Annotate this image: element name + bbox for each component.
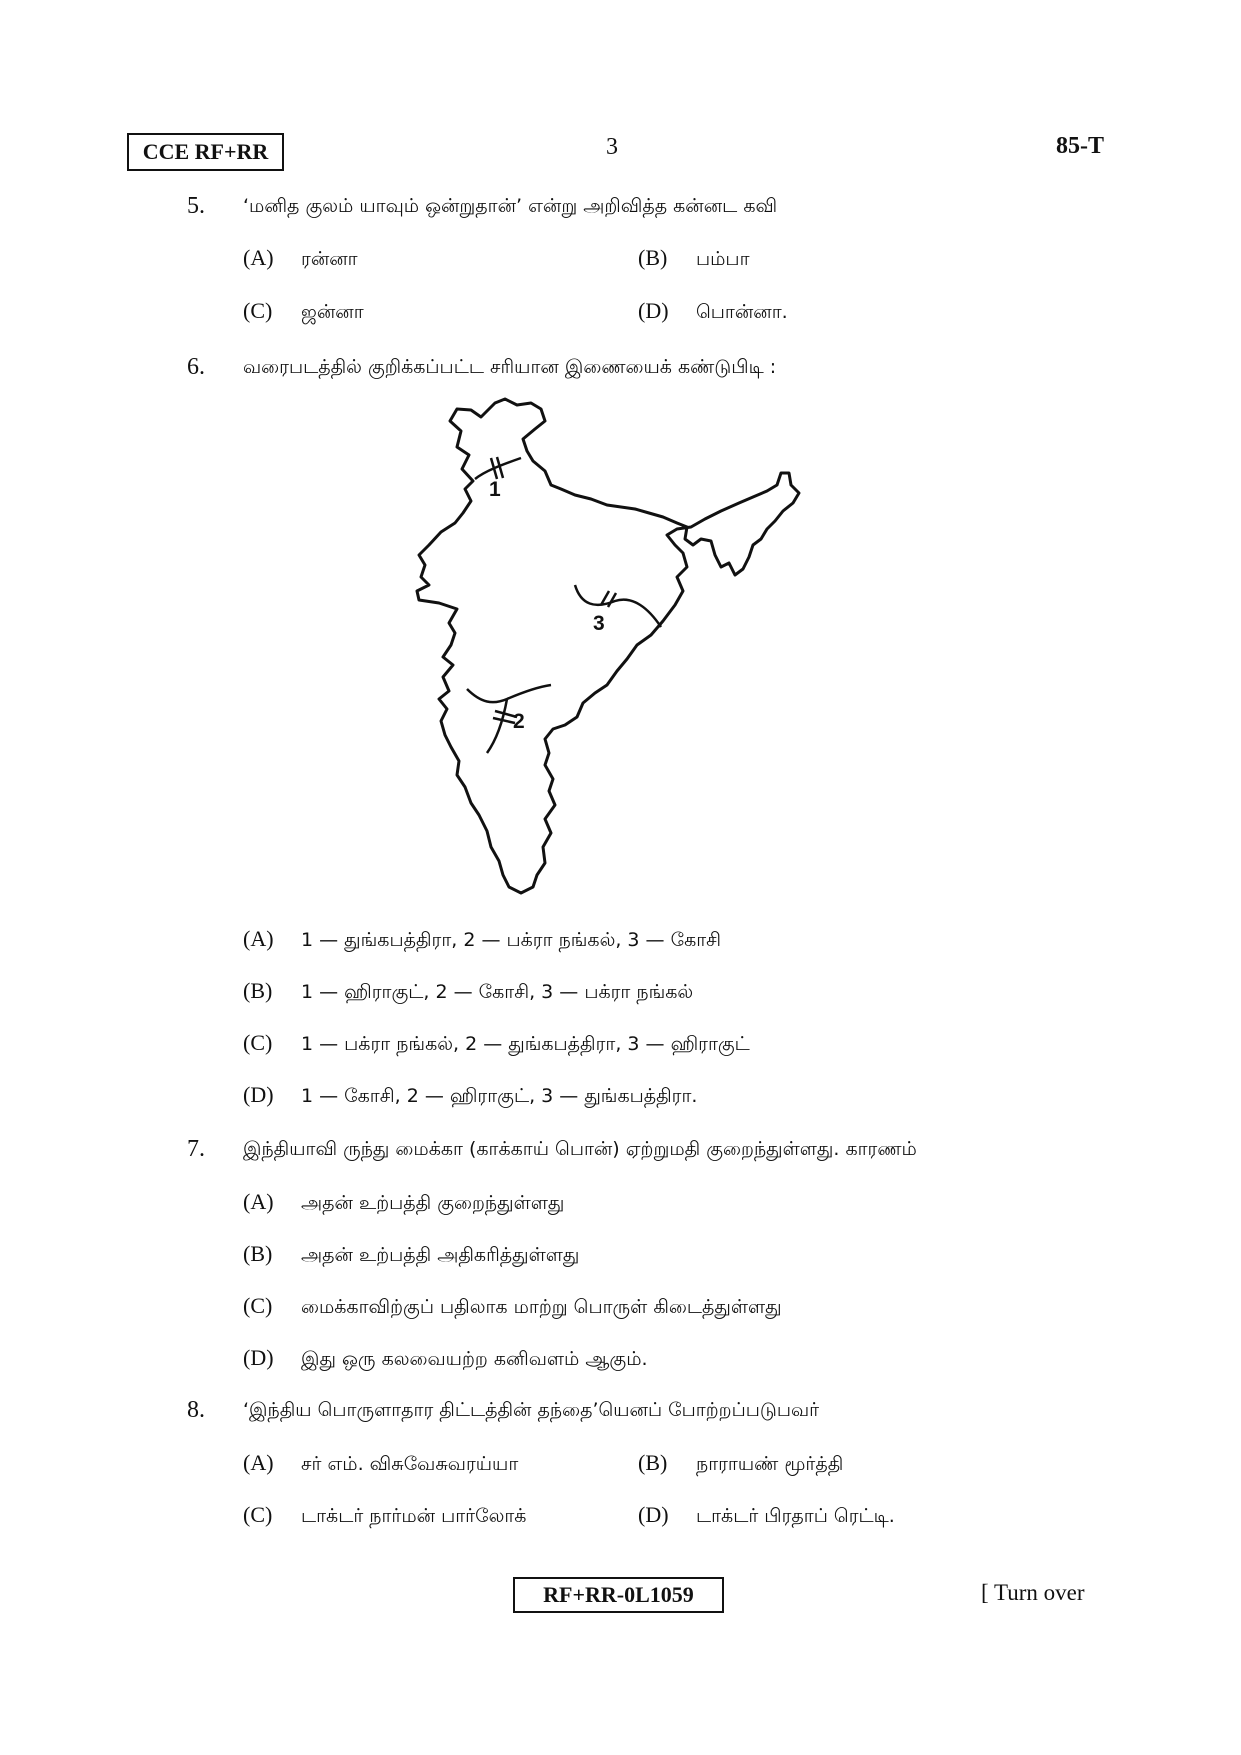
option-c[interactable] [243,1502,526,1530]
option-c[interactable] [243,1293,782,1321]
footer-paper-code: RF+RR-0L1059 [513,1577,724,1613]
option-d[interactable] [243,1345,648,1373]
paper-code: 85-T [1056,133,1104,159]
option-a[interactable] [243,245,358,273]
option-text: பொன்னா. [696,301,788,323]
option-b[interactable] [243,978,693,1006]
option-b[interactable] [243,1241,579,1269]
option-a[interactable] [243,926,721,954]
river-3 [575,585,661,627]
option-text: ஜன்னா [301,301,364,323]
option-label: (A) [243,1450,274,1475]
option-text: 1 — துங்கபத்திரா, 2 — பக்ரா நங்கல், 3 — கோசி [301,929,722,951]
option-label: (B) [243,978,273,1003]
option-label: (D) [638,298,669,323]
question-text: ‘இந்திய பொருளாதார திட்டத்தின் தந்தை’யெனப் போற்றப்படுபவர் [243,1399,820,1421]
option-d[interactable] [243,1082,697,1110]
option-text: 1 — கோசி, 2 — ஹிராகுட், 3 — துங்கபத்திரா. [301,1085,698,1107]
option-a[interactable] [243,1189,564,1217]
question-number: 7. [187,1136,205,1162]
option-text: அதன் உற்பத்தி அதிகரித்துள்ளது [301,1244,580,1266]
map-label-3: 3 [593,612,605,635]
india-outline [417,399,799,893]
question-text: இந்தியாவி ருந்து மைக்கா (காக்காய் பொன்) ஏற்றுமதி குறைந்துள்ளது. காரணம் [243,1138,917,1160]
option-text: நாராயண் மூர்த்தி [696,1453,844,1475]
option-a[interactable] [243,1450,518,1478]
map-label-2: 2 [513,710,525,733]
option-d[interactable] [638,1502,895,1530]
option-label: (C) [243,298,273,323]
question-text: வரைபடத்தில் குறிக்கப்பட்ட சரியான இணையைக் கண்டுபிடி : [243,356,777,378]
option-label: (B) [638,245,668,270]
option-c[interactable] [243,1030,750,1058]
option-label: (D) [638,1502,669,1527]
option-text: பம்பா [696,248,750,270]
option-text: மைக்காவிற்குப் பதிலாக மாற்று பொருள் கிடைத்துள்ளது [301,1296,782,1318]
option-text: 1 — ஹிராகுட், 2 — கோசி, 3 — பக்ரா நங்கல் [301,981,694,1003]
option-text: அதன் உற்பத்தி குறைந்துள்ளது [301,1192,565,1214]
india-outline-map [405,395,905,905]
option-b[interactable] [638,1450,843,1478]
option-label: (C) [243,1293,273,1318]
option-text: 1 — பக்ரா நங்கல், 2 — துங்கபத்திரா, 3 — ஹிராகுட் [301,1033,750,1055]
option-label: (D) [243,1082,274,1107]
option-text: இது ஒரு கலவையற்ற கனிவளம் ஆகும். [301,1348,648,1370]
option-text: டாக்டர் நார்மன் பார்லோக் [301,1505,527,1527]
question-number: 6. [187,354,205,380]
option-text: டாக்டர் பிரதாப் ரெட்டி. [696,1505,895,1527]
option-text: சர் எம். விசுவேசுவரய்யா [301,1453,519,1475]
option-text: ரன்னா [301,248,358,270]
river-2 [467,685,551,753]
option-d[interactable] [638,298,788,326]
option-label: (A) [243,926,274,951]
question-text: ‘மனித குலம் யாவும் ஒன்றுதான்’ என்று அறிவித்த கன்னட கவி [243,195,778,217]
option-label: (D) [243,1345,274,1370]
map-label-1: 1 [489,478,501,501]
question-number: 5. [187,193,205,219]
option-label: (A) [243,1189,274,1214]
option-label: (A) [243,245,274,270]
paper-series-box: CCE RF+RR [127,133,284,171]
turn-over-note: [ Turn over [981,1580,1085,1605]
option-label: (C) [243,1502,273,1527]
option-label: (B) [243,1241,273,1266]
page-number: 3 [606,134,618,160]
option-label: (C) [243,1030,273,1055]
option-b[interactable] [638,245,750,273]
option-label: (B) [638,1450,668,1475]
question-number: 8. [187,1397,205,1423]
option-c[interactable] [243,298,364,326]
